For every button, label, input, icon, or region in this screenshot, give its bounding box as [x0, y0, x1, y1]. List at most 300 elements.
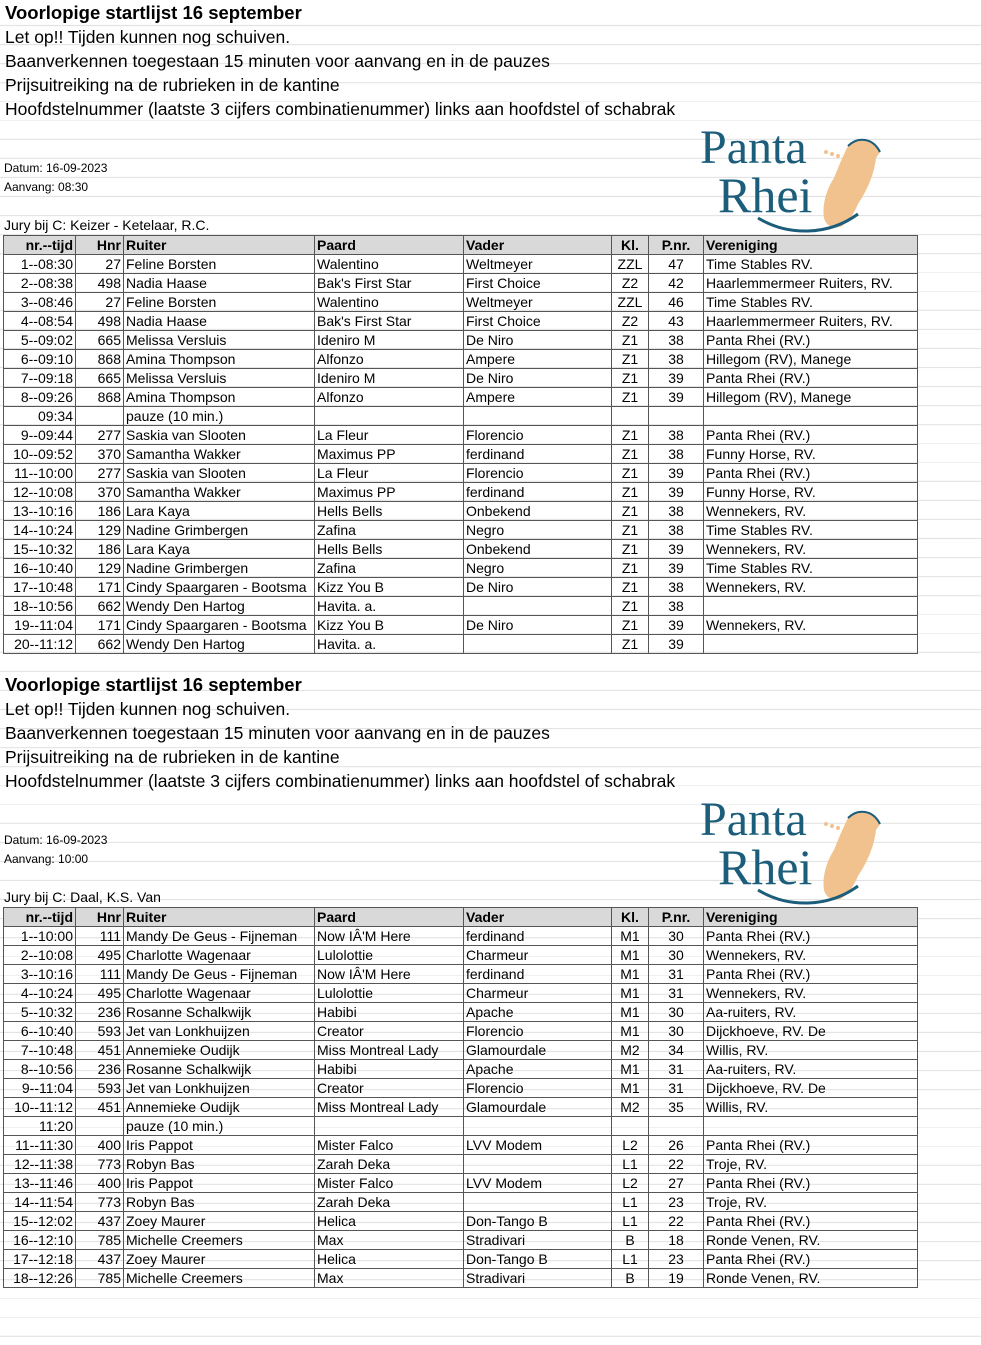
cell-sire: Don-Tango B — [464, 1212, 612, 1231]
cell-head-number: 593 — [76, 1022, 124, 1041]
cell-sire — [464, 1155, 612, 1174]
cell-class: L2 — [612, 1174, 649, 1193]
cell-class: Z1 — [612, 369, 649, 388]
cell-test-number: 38 — [649, 331, 704, 350]
cell-club: Time Stables RV. — [704, 255, 918, 274]
cell-sire: Ampere — [464, 350, 612, 369]
cell-start-number-time: 7--10:48 — [4, 1041, 76, 1060]
cell-head-number: 662 — [76, 597, 124, 616]
cell-class: Z1 — [612, 350, 649, 369]
cell-sire: De Niro — [464, 616, 612, 635]
cell-club: Dijckhoeve, RV. De — [704, 1079, 918, 1098]
cell-class: Z1 — [612, 635, 649, 654]
cell-sire: De Niro — [464, 331, 612, 350]
cell-test-number: 38 — [649, 502, 704, 521]
table-row — [4, 1231, 918, 1250]
cell-rider: Iris Pappot — [124, 1136, 315, 1155]
cell-class: Z1 — [612, 331, 649, 350]
section-title: Voorlopige startlijst 16 september — [5, 674, 302, 695]
cell-sire: De Niro — [464, 369, 612, 388]
cell-horse: Ideniro M — [315, 331, 464, 350]
cell-sire: Negro — [464, 559, 612, 578]
column-header-club: Vereniging — [704, 236, 918, 255]
cell-sire: Weltmeyer — [464, 293, 612, 312]
cell-sire: Florencio — [464, 464, 612, 483]
cell-class: M1 — [612, 1003, 649, 1022]
cell-head-number: 129 — [76, 559, 124, 578]
cell-club: Troje, RV. — [704, 1155, 918, 1174]
cell-class: M1 — [612, 1060, 649, 1079]
cell-start-number-time: 2--08:38 — [4, 274, 76, 293]
cell-start-number-time: 1--08:30 — [4, 255, 76, 274]
cell-rider: pauze (10 min.) — [124, 1117, 315, 1136]
cell-club: Panta Rhei (RV.) — [704, 331, 918, 350]
cell-club: Panta Rhei (RV.) — [704, 464, 918, 483]
table-row — [4, 1117, 918, 1136]
cell-test-number: 39 — [649, 540, 704, 559]
cell-sire: Negro — [464, 521, 612, 540]
cell-sire: Onbekend — [464, 540, 612, 559]
cell-test-number: 38 — [649, 578, 704, 597]
cell-head-number: 400 — [76, 1174, 124, 1193]
cell-head-number: 27 — [76, 255, 124, 274]
table-row — [4, 1022, 918, 1041]
cell-test-number: 38 — [649, 426, 704, 445]
cell-test-number: 47 — [649, 255, 704, 274]
cell-class: L1 — [612, 1250, 649, 1269]
table-row — [4, 1250, 918, 1269]
cell-club: Wennekers, RV. — [704, 540, 918, 559]
cell-club: Dijckhoeve, RV. De — [704, 1022, 918, 1041]
cell-head-number: 171 — [76, 578, 124, 597]
cell-sire — [464, 407, 612, 426]
cell-start-number-time: 10--11:12 — [4, 1098, 76, 1117]
table-row — [4, 578, 918, 597]
cell-test-number: 18 — [649, 1231, 704, 1250]
cell-club: Wennekers, RV. — [704, 946, 918, 965]
cell-sire: Glamourdale — [464, 1041, 612, 1060]
cell-horse: La Fleur — [315, 426, 464, 445]
cell-test-number: 23 — [649, 1193, 704, 1212]
cell-horse: Kizz You B — [315, 616, 464, 635]
column-header-sire: Vader — [464, 908, 612, 927]
cell-club: Troje, RV. — [704, 1193, 918, 1212]
column-header-head-number: Hnr — [76, 236, 124, 255]
cell-head-number: 495 — [76, 984, 124, 1003]
cell-head-number: 773 — [76, 1155, 124, 1174]
cell-rider: Samantha Wakker — [124, 483, 315, 502]
table-row — [4, 1269, 918, 1288]
column-header-sire: Vader — [464, 236, 612, 255]
cell-test-number: 38 — [649, 350, 704, 369]
cell-head-number: 451 — [76, 1041, 124, 1060]
cell-rider: Zoey Maurer — [124, 1212, 315, 1231]
column-header-rider: Ruiter — [124, 908, 315, 927]
column-header-start-number-time: nr.--tijd — [4, 908, 76, 927]
cell-start-number-time: 8--10:56 — [4, 1060, 76, 1079]
column-header-club: Vereniging — [704, 908, 918, 927]
cell-rider: Annemieke Oudijk — [124, 1098, 315, 1117]
table-row — [4, 1155, 918, 1174]
cell-head-number: 27 — [76, 293, 124, 312]
cell-horse: La Fleur — [315, 464, 464, 483]
cell-start-number-time: 12--11:38 — [4, 1155, 76, 1174]
cell-class: B — [612, 1231, 649, 1250]
cell-start-number-time: 3--08:46 — [4, 293, 76, 312]
column-header-horse: Paard — [315, 236, 464, 255]
jury-label: Jury bij C: Daal, K.S. Van — [4, 889, 161, 905]
cell-horse: Creator — [315, 1022, 464, 1041]
cell-rider: Saskia van Slooten — [124, 426, 315, 445]
table-row — [4, 293, 918, 312]
cell-club: Panta Rhei (RV.) — [704, 1250, 918, 1269]
cell-horse: Alfonzo — [315, 388, 464, 407]
cell-club: Willis, RV. — [704, 1098, 918, 1117]
cell-sire: Florencio — [464, 1022, 612, 1041]
cell-start-number-time: 14--11:54 — [4, 1193, 76, 1212]
cell-club: Aa-ruiters, RV. — [704, 1060, 918, 1079]
cell-class: Z1 — [612, 464, 649, 483]
cell-rider: Samantha Wakker — [124, 445, 315, 464]
cell-sire: Onbekend — [464, 502, 612, 521]
cell-class: Z1 — [612, 559, 649, 578]
cell-rider: Feline Borsten — [124, 293, 315, 312]
cell-start-number-time: 12--10:08 — [4, 483, 76, 502]
cell-test-number: 30 — [649, 946, 704, 965]
column-header-test-number: P.nr. — [649, 236, 704, 255]
table-row — [4, 464, 918, 483]
cell-test-number: 27 — [649, 1174, 704, 1193]
cell-test-number: 19 — [649, 1269, 704, 1288]
cell-test-number: 46 — [649, 293, 704, 312]
cell-class: Z1 — [612, 616, 649, 635]
cell-test-number: 26 — [649, 1136, 704, 1155]
cell-sire — [464, 1193, 612, 1212]
cell-rider: Mandy De Geus - Fijneman — [124, 927, 315, 946]
column-header-head-number: Hnr — [76, 908, 124, 927]
cell-test-number: 39 — [649, 369, 704, 388]
cell-test-number: 31 — [649, 984, 704, 1003]
cell-rider: Nadia Haase — [124, 312, 315, 331]
cell-sire: First Choice — [464, 274, 612, 293]
cell-head-number: 236 — [76, 1060, 124, 1079]
cell-club: Panta Rhei (RV.) — [704, 369, 918, 388]
cell-class: Z1 — [612, 426, 649, 445]
cell-horse: Maximus PP — [315, 445, 464, 464]
cell-test-number: 38 — [649, 521, 704, 540]
table-row — [4, 1136, 918, 1155]
cell-head-number: 437 — [76, 1212, 124, 1231]
column-header-class: Kl. — [612, 236, 649, 255]
cell-club: Panta Rhei (RV.) — [704, 1174, 918, 1193]
cell-horse: Lulolottie — [315, 984, 464, 1003]
start-time-label: Aanvang: 08:30 — [4, 180, 89, 194]
cell-sire: Florencio — [464, 1079, 612, 1098]
cell-club: Panta Rhei (RV.) — [704, 927, 918, 946]
cell-sire: Apache — [464, 1060, 612, 1079]
table-row — [4, 426, 918, 445]
cell-rider: Annemieke Oudijk — [124, 1041, 315, 1060]
cell-start-number-time: 20--11:12 — [4, 635, 76, 654]
cell-class: Z1 — [612, 445, 649, 464]
cell-class: M1 — [612, 965, 649, 984]
table-row — [4, 521, 918, 540]
cell-test-number: 43 — [649, 312, 704, 331]
cell-class: M1 — [612, 927, 649, 946]
table-row — [4, 369, 918, 388]
cell-rider: Wendy Den Hartog — [124, 597, 315, 616]
cell-club: Time Stables RV. — [704, 559, 918, 578]
cell-class: L1 — [612, 1212, 649, 1231]
cell-head-number: 277 — [76, 464, 124, 483]
table-row — [4, 1193, 918, 1212]
table-row — [4, 1041, 918, 1060]
cell-horse: Helica — [315, 1250, 464, 1269]
cell-class: B — [612, 1269, 649, 1288]
cell-rider: Melissa Versluis — [124, 331, 315, 350]
cell-head-number: 236 — [76, 1003, 124, 1022]
notice-line: Prijsuitreiking na de rubrieken in de kantine — [5, 75, 340, 95]
cell-test-number: 38 — [649, 597, 704, 616]
table-row — [4, 927, 918, 946]
panta-rhei-logo — [698, 790, 888, 912]
cell-head-number: 129 — [76, 521, 124, 540]
table-row — [4, 331, 918, 350]
cell-class: Z2 — [612, 274, 649, 293]
cell-class — [612, 407, 649, 426]
date-label: Datum: 16-09-2023 — [4, 161, 108, 175]
cell-rider: Michelle Creemers — [124, 1269, 315, 1288]
section-title: Voorlopige startlijst 16 september — [5, 2, 302, 23]
cell-sire: LVV Modem — [464, 1174, 612, 1193]
cell-head-number: 785 — [76, 1231, 124, 1250]
cell-rider: Charlotte Wagenaar — [124, 984, 315, 1003]
cell-test-number: 30 — [649, 1003, 704, 1022]
notice-line: Prijsuitreiking na de rubrieken in de kantine — [5, 747, 340, 767]
cell-sire: Charmeur — [464, 946, 612, 965]
cell-rider: Amina Thompson — [124, 350, 315, 369]
cell-club: Haarlemmermeer Ruiters, RV. — [704, 274, 918, 293]
cell-start-number-time: 15--12:02 — [4, 1212, 76, 1231]
cell-start-number-time: 7--09:18 — [4, 369, 76, 388]
cell-head-number: 451 — [76, 1098, 124, 1117]
cell-club: Time Stables RV. — [704, 521, 918, 540]
cell-horse: Mister Falco — [315, 1136, 464, 1155]
cell-club: Panta Rhei (RV.) — [704, 1212, 918, 1231]
cell-class: M2 — [612, 1041, 649, 1060]
svg-text:Rhei: Rhei — [718, 167, 813, 223]
cell-sire — [464, 635, 612, 654]
cell-club — [704, 635, 918, 654]
startlist-table — [3, 235, 918, 654]
table-header-row — [4, 236, 918, 255]
cell-start-number-time: 6--09:10 — [4, 350, 76, 369]
cell-club: Funny Horse, RV. — [704, 483, 918, 502]
cell-rider: Zoey Maurer — [124, 1250, 315, 1269]
table-row — [4, 255, 918, 274]
notice-line: Baanverkennen toegestaan 15 minuten voor aanvang en in de pauzes — [5, 51, 550, 71]
table-row — [4, 616, 918, 635]
cell-start-number-time: 09:34 — [4, 407, 76, 426]
cell-test-number: 31 — [649, 965, 704, 984]
cell-horse: Walentino — [315, 255, 464, 274]
cell-start-number-time: 16--10:40 — [4, 559, 76, 578]
notice-line: Let op!! Tijden kunnen nog schuiven. — [5, 699, 291, 719]
cell-club: Haarlemmermeer Ruiters, RV. — [704, 312, 918, 331]
cell-start-number-time: 5--10:32 — [4, 1003, 76, 1022]
cell-club: Hillegom (RV), Manege — [704, 388, 918, 407]
cell-start-number-time: 16--12:10 — [4, 1231, 76, 1250]
cell-start-number-time: 15--10:32 — [4, 540, 76, 559]
cell-test-number: 35 — [649, 1098, 704, 1117]
cell-sire: Weltmeyer — [464, 255, 612, 274]
cell-rider: Cindy Spaargaren - Bootsma — [124, 616, 315, 635]
cell-class: ZZL — [612, 293, 649, 312]
cell-horse: Helica — [315, 1212, 464, 1231]
cell-start-number-time: 4--10:24 — [4, 984, 76, 1003]
cell-head-number: 868 — [76, 388, 124, 407]
cell-test-number: 39 — [649, 616, 704, 635]
cell-horse: Max — [315, 1231, 464, 1250]
cell-rider: Michelle Creemers — [124, 1231, 315, 1250]
cell-class: Z1 — [612, 388, 649, 407]
cell-class: M1 — [612, 1079, 649, 1098]
svg-text:Panta: Panta — [700, 121, 807, 174]
cell-club: Panta Rhei (RV.) — [704, 1136, 918, 1155]
cell-head-number: 437 — [76, 1250, 124, 1269]
cell-club: Wennekers, RV. — [704, 616, 918, 635]
table-row — [4, 1003, 918, 1022]
cell-start-number-time: 11--11:30 — [4, 1136, 76, 1155]
cell-class: Z1 — [612, 483, 649, 502]
cell-sire: ferdinand — [464, 927, 612, 946]
cell-class: Z1 — [612, 502, 649, 521]
cell-sire — [464, 597, 612, 616]
cell-class: Z1 — [612, 597, 649, 616]
cell-sire: ferdinand — [464, 965, 612, 984]
start-time-label: Aanvang: 10:00 — [4, 852, 89, 866]
cell-test-number: 34 — [649, 1041, 704, 1060]
cell-head-number: 593 — [76, 1079, 124, 1098]
cell-start-number-time: 17--10:48 — [4, 578, 76, 597]
cell-horse: Maximus PP — [315, 483, 464, 502]
table-row — [4, 540, 918, 559]
cell-horse: Lulolottie — [315, 946, 464, 965]
cell-start-number-time: 18--12:26 — [4, 1269, 76, 1288]
table-row — [4, 965, 918, 984]
cell-sire: Ampere — [464, 388, 612, 407]
notice-line: Hoofdstelnummer (laatste 3 cijfers combinatienummer) links aan hoofdstel of schabrak — [5, 771, 676, 791]
cell-club — [704, 1117, 918, 1136]
table-row — [4, 597, 918, 616]
table-row — [4, 635, 918, 654]
cell-start-number-time: 5--09:02 — [4, 331, 76, 350]
cell-test-number: 42 — [649, 274, 704, 293]
table-row — [4, 1174, 918, 1193]
cell-sire: Apache — [464, 1003, 612, 1022]
cell-head-number: 111 — [76, 965, 124, 984]
cell-rider: Rosanne Schalkwijk — [124, 1060, 315, 1079]
cell-start-number-time: 13--11:46 — [4, 1174, 76, 1193]
cell-horse: Hells Bells — [315, 540, 464, 559]
cell-head-number: 665 — [76, 369, 124, 388]
cell-class: Z1 — [612, 578, 649, 597]
cell-rider: Rosanne Schalkwijk — [124, 1003, 315, 1022]
cell-club — [704, 407, 918, 426]
cell-test-number: 22 — [649, 1155, 704, 1174]
cell-start-number-time: 2--10:08 — [4, 946, 76, 965]
table-row — [4, 274, 918, 293]
cell-club: Ronde Venen, RV. — [704, 1231, 918, 1250]
cell-start-number-time: 19--11:04 — [4, 616, 76, 635]
cell-horse: Kizz You B — [315, 578, 464, 597]
table-row — [4, 502, 918, 521]
cell-club: Funny Horse, RV. — [704, 445, 918, 464]
table-row — [4, 1098, 918, 1117]
cell-horse: Ideniro M — [315, 369, 464, 388]
cell-start-number-time: 6--10:40 — [4, 1022, 76, 1041]
cell-sire: ferdinand — [464, 445, 612, 464]
date-label: Datum: 16-09-2023 — [4, 833, 108, 847]
cell-test-number: 39 — [649, 483, 704, 502]
cell-club — [704, 597, 918, 616]
table-row — [4, 350, 918, 369]
cell-club: Wennekers, RV. — [704, 984, 918, 1003]
cell-head-number: 186 — [76, 502, 124, 521]
cell-sire — [464, 1117, 612, 1136]
cell-sire: Charmeur — [464, 984, 612, 1003]
svg-text:Panta: Panta — [700, 793, 807, 846]
cell-rider: Robyn Bas — [124, 1193, 315, 1212]
cell-class — [612, 1117, 649, 1136]
cell-rider: Nadine Grimbergen — [124, 521, 315, 540]
cell-test-number: 31 — [649, 1060, 704, 1079]
cell-test-number: 39 — [649, 559, 704, 578]
cell-test-number: 30 — [649, 927, 704, 946]
table-row — [4, 1212, 918, 1231]
cell-rider: Nadine Grimbergen — [124, 559, 315, 578]
cell-rider: pauze (10 min.) — [124, 407, 315, 426]
cell-test-number: 31 — [649, 1079, 704, 1098]
table-row — [4, 312, 918, 331]
cell-horse: Zarah Deka — [315, 1193, 464, 1212]
cell-class: M2 — [612, 1098, 649, 1117]
cell-club: Panta Rhei (RV.) — [704, 426, 918, 445]
cell-class: M1 — [612, 984, 649, 1003]
cell-sire: Don-Tango B — [464, 1250, 612, 1269]
column-header-class: Kl. — [612, 908, 649, 927]
cell-horse: Alfonzo — [315, 350, 464, 369]
table-row — [4, 388, 918, 407]
notice-line: Hoofdstelnummer (laatste 3 cijfers combinatienummer) links aan hoofdstel of schabrak — [5, 99, 676, 119]
cell-class: L1 — [612, 1155, 649, 1174]
cell-horse: Havita. a. — [315, 635, 464, 654]
column-header-start-number-time: nr.--tijd — [4, 236, 76, 255]
cell-head-number: 495 — [76, 946, 124, 965]
cell-test-number: 23 — [649, 1250, 704, 1269]
cell-horse: Havita. a. — [315, 597, 464, 616]
cell-start-number-time: 13--10:16 — [4, 502, 76, 521]
cell-head-number: 785 — [76, 1269, 124, 1288]
cell-head-number: 370 — [76, 483, 124, 502]
svg-text:Rhei: Rhei — [718, 839, 813, 895]
cell-start-number-time: 1--10:00 — [4, 927, 76, 946]
table-row — [4, 483, 918, 502]
cell-rider: Wendy Den Hartog — [124, 635, 315, 654]
cell-head-number: 186 — [76, 540, 124, 559]
cell-rider: Mandy De Geus - Fijneman — [124, 965, 315, 984]
cell-rider: Amina Thompson — [124, 388, 315, 407]
